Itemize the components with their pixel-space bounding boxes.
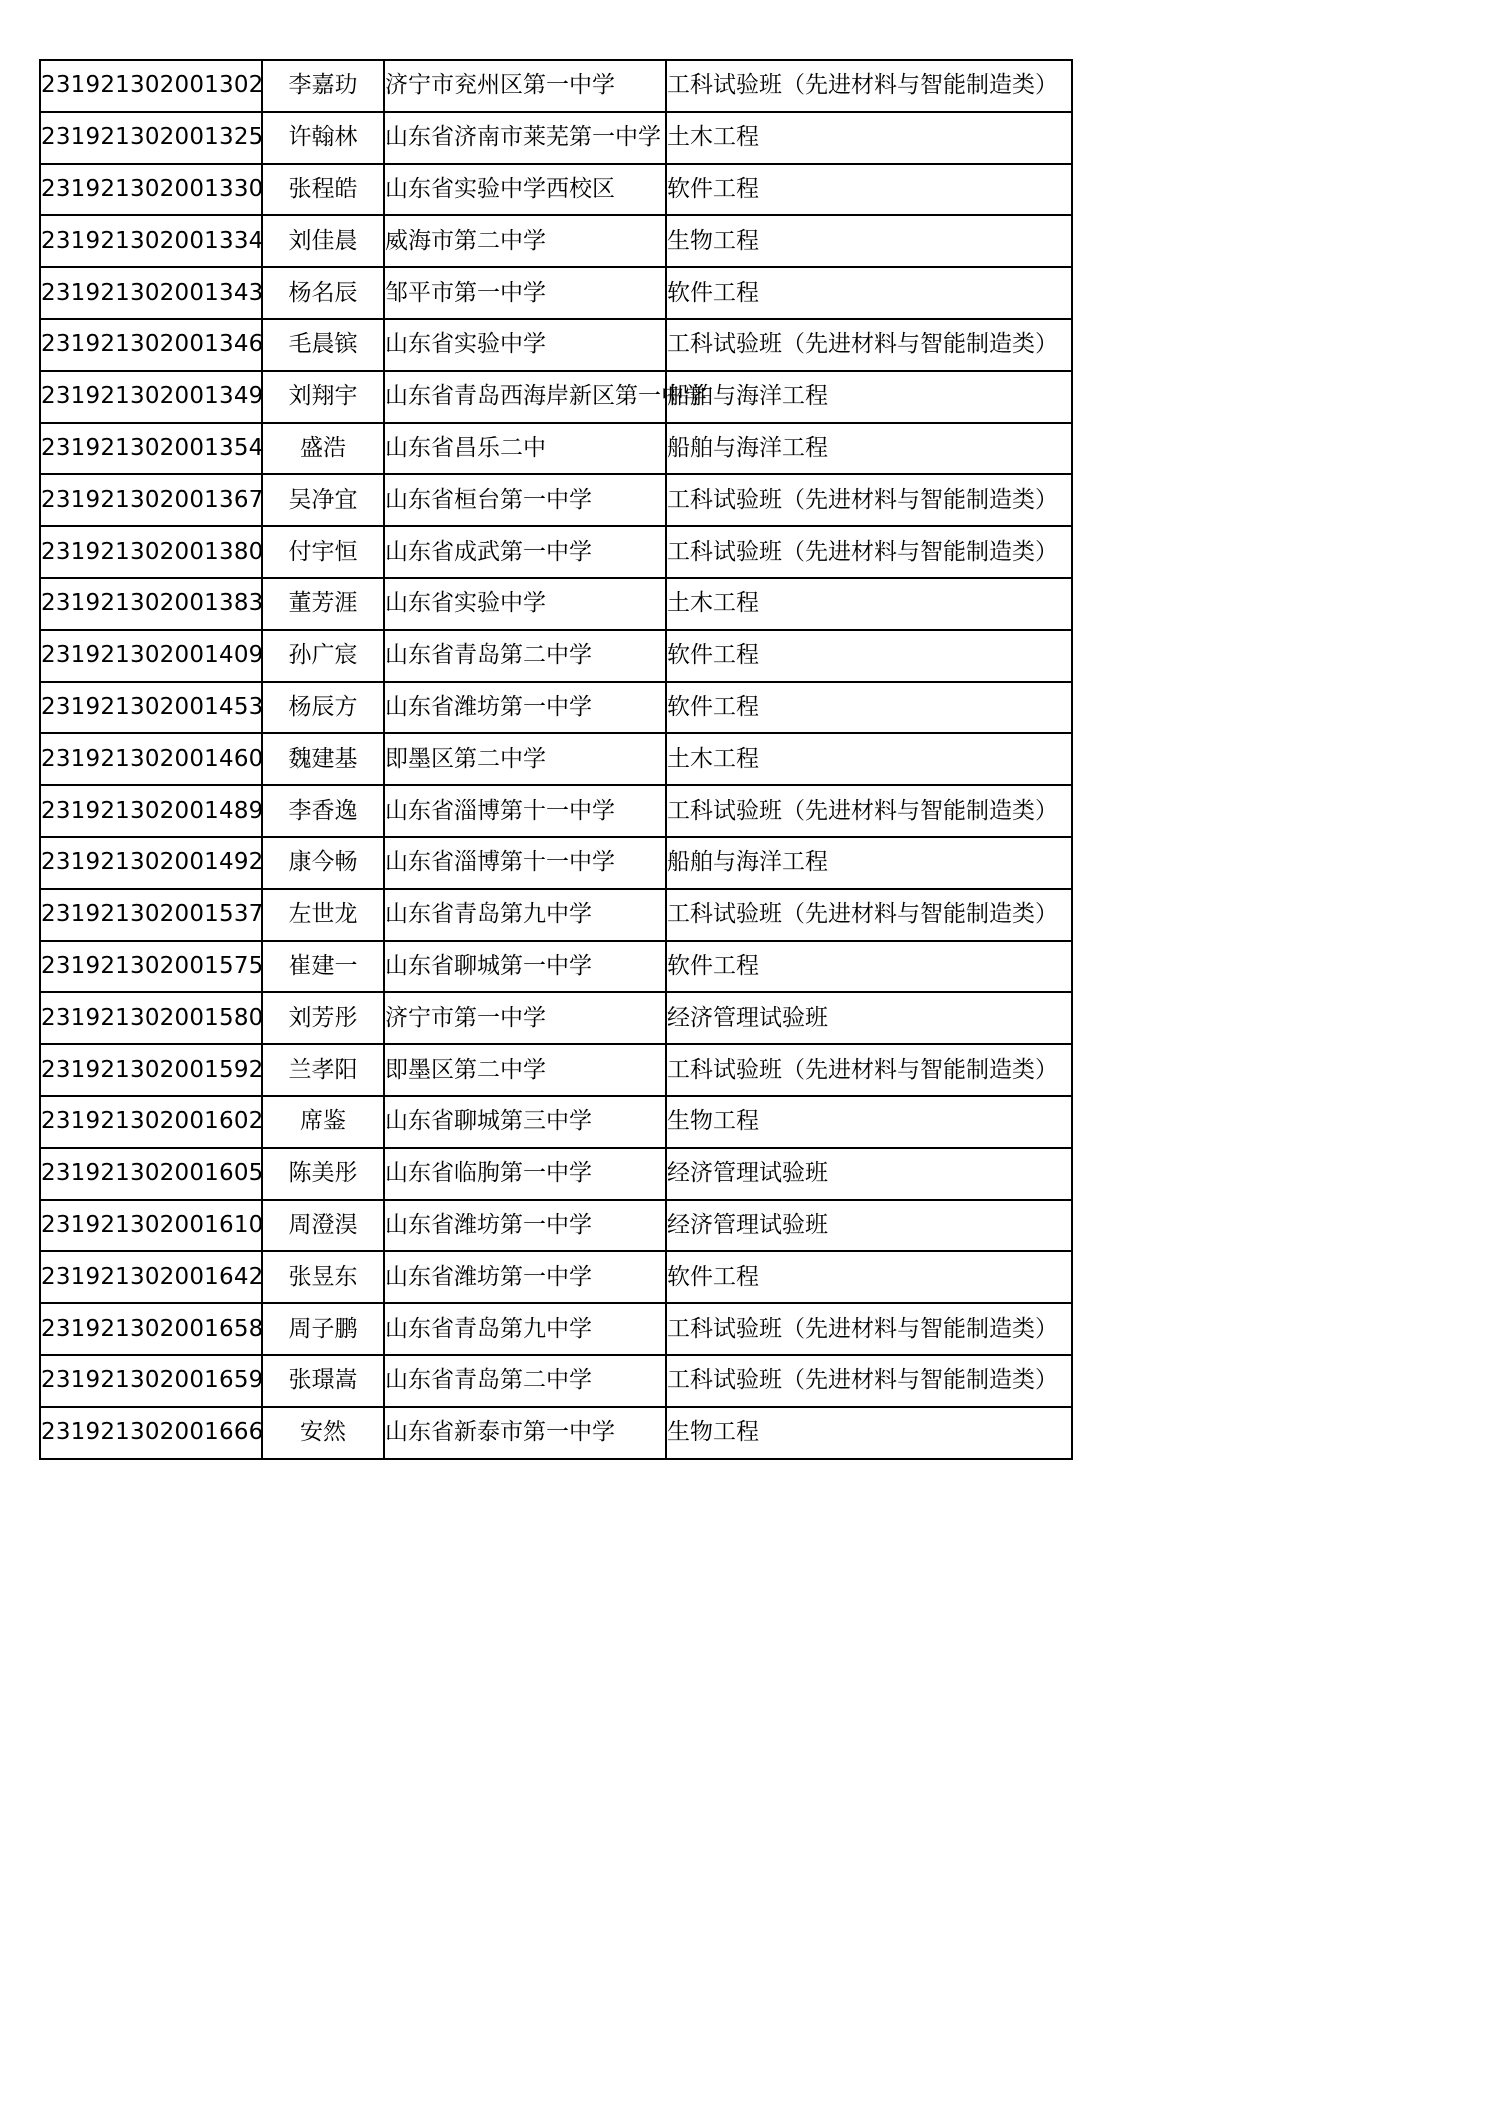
table-row bbox=[40, 526, 1072, 578]
cell-high-school: 山东省淄博第十一中学 bbox=[384, 785, 666, 837]
cell-student-name: 崔建一 bbox=[262, 941, 384, 993]
cell-major: 生物工程 bbox=[666, 1407, 1072, 1459]
cell-candidate-id: 231921302001383 bbox=[40, 578, 262, 630]
cell-candidate-id: 231921302001325 bbox=[40, 112, 262, 164]
cell-student-name: 张璟嵩 bbox=[262, 1355, 384, 1407]
cell-major: 工科试验班（先进材料与智能制造类） bbox=[666, 1303, 1072, 1355]
cell-candidate-id: 231921302001602 bbox=[40, 1096, 262, 1148]
cell-candidate-id: 231921302001659 bbox=[40, 1355, 262, 1407]
cell-major: 工科试验班（先进材料与智能制造类） bbox=[666, 785, 1072, 837]
cell-student-name: 刘芳彤 bbox=[262, 992, 384, 1044]
cell-student-name: 刘佳晨 bbox=[262, 215, 384, 267]
cell-high-school: 山东省潍坊第一中学 bbox=[384, 1251, 666, 1303]
cell-high-school: 山东省潍坊第一中学 bbox=[384, 682, 666, 734]
cell-major: 经济管理试验班 bbox=[666, 1148, 1072, 1200]
table-row bbox=[40, 60, 1072, 112]
cell-candidate-id: 231921302001575 bbox=[40, 941, 262, 993]
cell-major: 工科试验班（先进材料与智能制造类） bbox=[666, 1355, 1072, 1407]
cell-student-name: 许翰林 bbox=[262, 112, 384, 164]
cell-high-school: 山东省聊城第一中学 bbox=[384, 941, 666, 993]
cell-student-name: 刘翔宇 bbox=[262, 371, 384, 423]
table-row bbox=[40, 1407, 1072, 1459]
cell-major: 经济管理试验班 bbox=[666, 992, 1072, 1044]
cell-major: 软件工程 bbox=[666, 164, 1072, 216]
cell-high-school: 济宁市第一中学 bbox=[384, 992, 666, 1044]
cell-major: 工科试验班（先进材料与智能制造类） bbox=[666, 1044, 1072, 1096]
cell-high-school: 山东省青岛第二中学 bbox=[384, 630, 666, 682]
cell-candidate-id: 231921302001580 bbox=[40, 992, 262, 1044]
cell-candidate-id: 231921302001302 bbox=[40, 60, 262, 112]
cell-high-school: 山东省成武第一中学 bbox=[384, 526, 666, 578]
table-row bbox=[40, 267, 1072, 319]
cell-student-name: 李嘉玏 bbox=[262, 60, 384, 112]
cell-student-name: 杨辰方 bbox=[262, 682, 384, 734]
cell-student-name: 左世龙 bbox=[262, 889, 384, 941]
table-row bbox=[40, 371, 1072, 423]
cell-high-school: 山东省济南市莱芜第一中学 bbox=[384, 112, 666, 164]
cell-candidate-id: 231921302001460 bbox=[40, 733, 262, 785]
cell-student-name: 兰孝阳 bbox=[262, 1044, 384, 1096]
cell-high-school: 山东省昌乐二中 bbox=[384, 423, 666, 475]
cell-high-school: 威海市第二中学 bbox=[384, 215, 666, 267]
cell-student-name: 付宇恒 bbox=[262, 526, 384, 578]
table-row bbox=[40, 1251, 1072, 1303]
table-row bbox=[40, 733, 1072, 785]
cell-high-school: 济宁市兖州区第一中学 bbox=[384, 60, 666, 112]
cell-student-name: 张昱东 bbox=[262, 1251, 384, 1303]
cell-high-school: 山东省青岛西海岸新区第一中学 bbox=[384, 371, 666, 423]
cell-student-name: 毛晨镔 bbox=[262, 319, 384, 371]
cell-high-school: 山东省潍坊第一中学 bbox=[384, 1200, 666, 1252]
table-row bbox=[40, 682, 1072, 734]
cell-high-school: 山东省青岛第九中学 bbox=[384, 1303, 666, 1355]
roster-table-body bbox=[40, 60, 1072, 1459]
cell-major: 土木工程 bbox=[666, 733, 1072, 785]
cell-high-school: 山东省聊城第三中学 bbox=[384, 1096, 666, 1148]
cell-candidate-id: 231921302001642 bbox=[40, 1251, 262, 1303]
roster-page bbox=[39, 59, 1073, 1460]
cell-high-school: 山东省淄博第十一中学 bbox=[384, 837, 666, 889]
cell-candidate-id: 231921302001346 bbox=[40, 319, 262, 371]
cell-high-school: 山东省实验中学西校区 bbox=[384, 164, 666, 216]
table-row bbox=[40, 1355, 1072, 1407]
cell-candidate-id: 231921302001453 bbox=[40, 682, 262, 734]
cell-student-name: 康今畅 bbox=[262, 837, 384, 889]
cell-major: 软件工程 bbox=[666, 941, 1072, 993]
table-row bbox=[40, 215, 1072, 267]
cell-candidate-id: 231921302001666 bbox=[40, 1407, 262, 1459]
cell-high-school: 邹平市第一中学 bbox=[384, 267, 666, 319]
cell-candidate-id: 231921302001592 bbox=[40, 1044, 262, 1096]
cell-major: 工科试验班（先进材料与智能制造类） bbox=[666, 474, 1072, 526]
cell-student-name: 董芳涯 bbox=[262, 578, 384, 630]
cell-candidate-id: 231921302001492 bbox=[40, 837, 262, 889]
cell-candidate-id: 231921302001380 bbox=[40, 526, 262, 578]
table-row bbox=[40, 1303, 1072, 1355]
table-row bbox=[40, 941, 1072, 993]
admission-roster-table bbox=[39, 59, 1073, 1460]
cell-student-name: 陈美彤 bbox=[262, 1148, 384, 1200]
cell-high-school: 山东省实验中学 bbox=[384, 319, 666, 371]
cell-major: 软件工程 bbox=[666, 630, 1072, 682]
cell-major: 软件工程 bbox=[666, 682, 1072, 734]
table-row bbox=[40, 1200, 1072, 1252]
cell-major: 工科试验班（先进材料与智能制造类） bbox=[666, 319, 1072, 371]
cell-student-name: 张程皓 bbox=[262, 164, 384, 216]
cell-candidate-id: 231921302001334 bbox=[40, 215, 262, 267]
cell-major: 经济管理试验班 bbox=[666, 1200, 1072, 1252]
cell-high-school: 山东省青岛第二中学 bbox=[384, 1355, 666, 1407]
cell-major: 船舶与海洋工程 bbox=[666, 423, 1072, 475]
cell-candidate-id: 231921302001610 bbox=[40, 1200, 262, 1252]
cell-high-school: 即墨区第二中学 bbox=[384, 1044, 666, 1096]
cell-major: 软件工程 bbox=[666, 267, 1072, 319]
cell-major: 工科试验班（先进材料与智能制造类） bbox=[666, 526, 1072, 578]
cell-student-name: 李香逸 bbox=[262, 785, 384, 837]
cell-high-school: 山东省青岛第九中学 bbox=[384, 889, 666, 941]
cell-major: 船舶与海洋工程 bbox=[666, 371, 1072, 423]
cell-student-name: 魏建基 bbox=[262, 733, 384, 785]
cell-candidate-id: 231921302001409 bbox=[40, 630, 262, 682]
cell-major: 土木工程 bbox=[666, 578, 1072, 630]
cell-candidate-id: 231921302001343 bbox=[40, 267, 262, 319]
table-row bbox=[40, 164, 1072, 216]
table-row bbox=[40, 474, 1072, 526]
cell-candidate-id: 231921302001349 bbox=[40, 371, 262, 423]
table-row bbox=[40, 1096, 1072, 1148]
cell-candidate-id: 231921302001605 bbox=[40, 1148, 262, 1200]
cell-student-name: 孙广宸 bbox=[262, 630, 384, 682]
cell-high-school: 山东省临朐第一中学 bbox=[384, 1148, 666, 1200]
cell-major: 生物工程 bbox=[666, 1096, 1072, 1148]
table-row bbox=[40, 1044, 1072, 1096]
cell-student-name: 席鉴 bbox=[262, 1096, 384, 1148]
cell-major: 工科试验班（先进材料与智能制造类） bbox=[666, 889, 1072, 941]
table-row bbox=[40, 578, 1072, 630]
table-row bbox=[40, 992, 1072, 1044]
cell-major: 生物工程 bbox=[666, 215, 1072, 267]
table-row bbox=[40, 319, 1072, 371]
cell-student-name: 周澄淏 bbox=[262, 1200, 384, 1252]
cell-major: 软件工程 bbox=[666, 1251, 1072, 1303]
cell-student-name: 安然 bbox=[262, 1407, 384, 1459]
table-row bbox=[40, 889, 1072, 941]
cell-major: 工科试验班（先进材料与智能制造类） bbox=[666, 60, 1072, 112]
cell-major: 船舶与海洋工程 bbox=[666, 837, 1072, 889]
cell-candidate-id: 231921302001658 bbox=[40, 1303, 262, 1355]
table-row bbox=[40, 1148, 1072, 1200]
table-row bbox=[40, 837, 1072, 889]
table-row bbox=[40, 630, 1072, 682]
cell-high-school: 山东省实验中学 bbox=[384, 578, 666, 630]
cell-student-name: 盛浩 bbox=[262, 423, 384, 475]
cell-high-school: 山东省桓台第一中学 bbox=[384, 474, 666, 526]
cell-candidate-id: 231921302001537 bbox=[40, 889, 262, 941]
cell-major: 土木工程 bbox=[666, 112, 1072, 164]
cell-high-school: 即墨区第二中学 bbox=[384, 733, 666, 785]
table-row bbox=[40, 785, 1072, 837]
cell-student-name: 杨名辰 bbox=[262, 267, 384, 319]
cell-candidate-id: 231921302001330 bbox=[40, 164, 262, 216]
cell-candidate-id: 231921302001367 bbox=[40, 474, 262, 526]
cell-candidate-id: 231921302001489 bbox=[40, 785, 262, 837]
cell-high-school: 山东省新泰市第一中学 bbox=[384, 1407, 666, 1459]
table-row bbox=[40, 423, 1072, 475]
cell-candidate-id: 231921302001354 bbox=[40, 423, 262, 475]
table-row bbox=[40, 112, 1072, 164]
cell-student-name: 吴净宜 bbox=[262, 474, 384, 526]
cell-student-name: 周子鹏 bbox=[262, 1303, 384, 1355]
